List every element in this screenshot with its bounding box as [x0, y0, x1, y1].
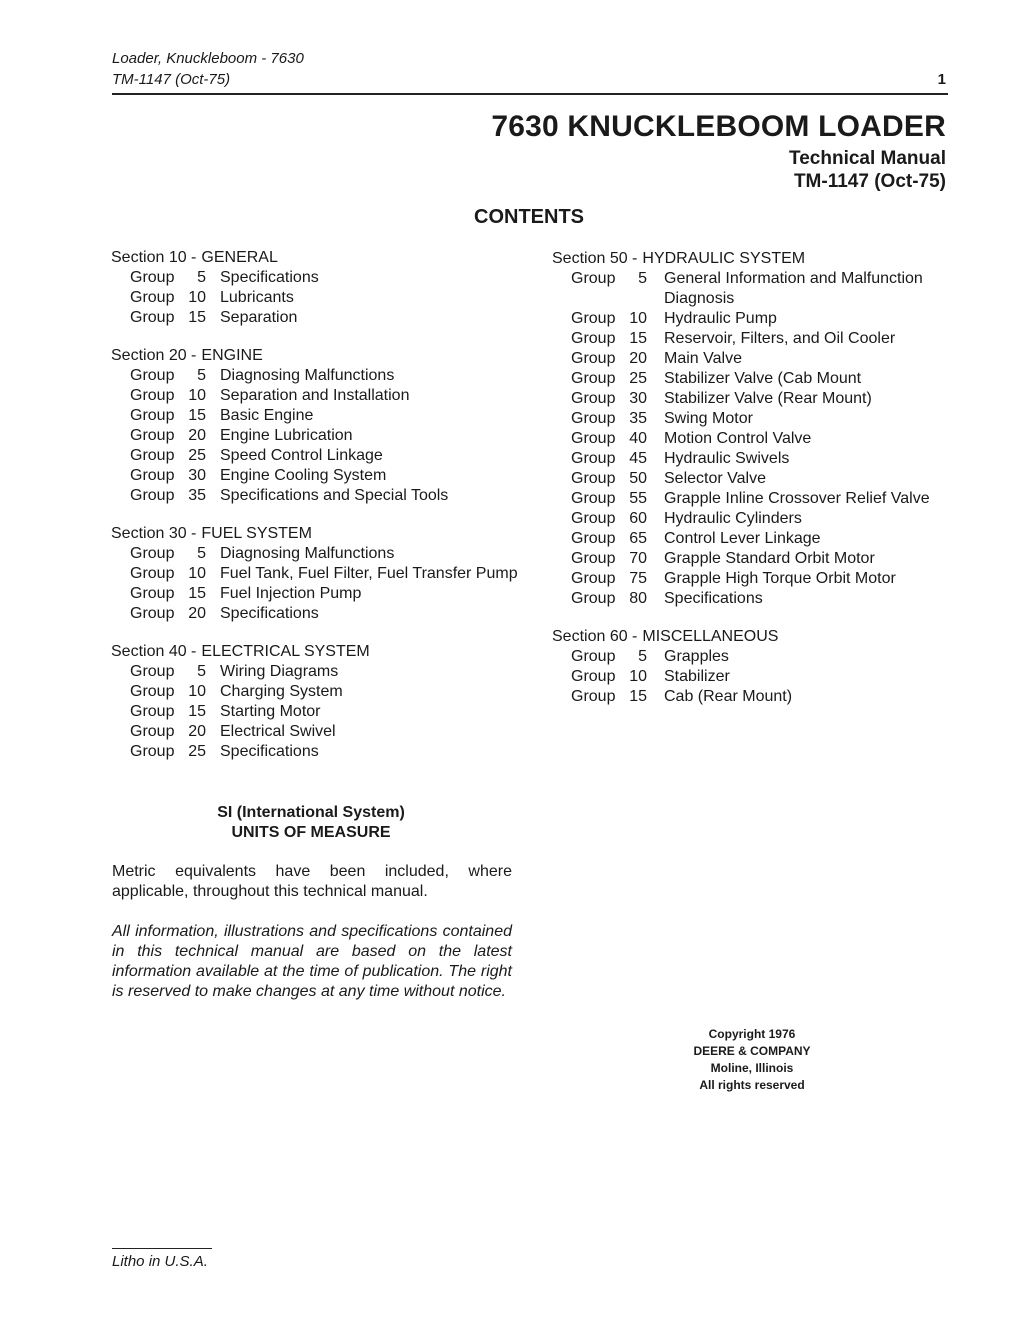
document-title: 7630 KNUCKLEBOOM LOADER: [491, 110, 946, 143]
toc-group-label: [130, 426, 220, 446]
toc-group-word: Group: [571, 688, 616, 705]
toc-section-heading: [111, 346, 521, 366]
si-heading-line1: SI (International System): [217, 804, 405, 821]
toc-group-title: Specifications and Special Tools: [220, 487, 449, 504]
toc-group-word: Group: [571, 350, 616, 367]
toc-group-row: [552, 509, 962, 529]
toc-group-word: Group: [130, 683, 175, 700]
toc-group-label: [571, 409, 664, 429]
toc-section-heading: [111, 642, 521, 662]
toc-group-label: [571, 509, 664, 529]
toc-group-label: [571, 667, 664, 687]
toc-group-row: [552, 667, 962, 687]
toc-group-title: Engine Cooling System: [220, 467, 387, 484]
toc-group-title: Stabilizer Valve (Rear Mount): [664, 390, 872, 407]
toc-group-title: General Information and Malfunction Diagnosis: [664, 270, 923, 307]
toc-section: [552, 627, 962, 707]
toc-group-label: [571, 349, 664, 369]
toc-group-number: 25: [188, 743, 206, 760]
toc-group-title: Specifications: [664, 590, 763, 607]
header-rule: [112, 93, 948, 95]
toc-group-row: [552, 309, 962, 329]
toc-group-number: 15: [188, 585, 206, 602]
toc-group-title: Grapple Inline Crossover Relief Valve: [664, 490, 930, 507]
toc-group-row: [552, 369, 962, 389]
copyright-rights: All rights reserved: [699, 1078, 805, 1092]
toc-group-title: Specifications: [220, 269, 319, 286]
toc-group-title: Basic Engine: [220, 407, 314, 424]
toc-section-title: MISCELLANEOUS: [642, 628, 779, 645]
toc-group-row: [111, 544, 521, 564]
toc-group-row: [111, 722, 521, 742]
toc-group-title: Swing Motor: [664, 410, 753, 427]
toc-group-number: 70: [629, 550, 647, 567]
toc-group-title: Electrical Swivel: [220, 723, 336, 740]
toc-group-row: [552, 469, 962, 489]
toc-group-row: [552, 569, 962, 589]
toc-group-title: Separation: [220, 309, 298, 326]
toc-group-row: [111, 604, 521, 624]
toc-group-word: Group: [130, 565, 175, 582]
toc-group-word: Group: [130, 467, 175, 484]
toc-group-label: [130, 662, 220, 682]
toc-group-number: 15: [629, 330, 647, 347]
toc-group-number: 75: [629, 570, 647, 587]
toc-group-title: Lubricants: [220, 289, 294, 306]
toc-group-row: [111, 288, 521, 308]
manual-label: Technical Manual: [789, 148, 946, 169]
toc-group-number: 5: [197, 269, 206, 286]
toc-group-word: Group: [571, 550, 616, 567]
toc-section-label: Section 20 -: [111, 347, 197, 364]
toc-group-label: [571, 529, 664, 549]
toc-section-label: Section 30 -: [111, 525, 197, 542]
toc-group-title: Speed Control Linkage: [220, 447, 383, 464]
toc-group-word: Group: [130, 289, 175, 306]
toc-group-title: Selector Valve: [664, 470, 766, 487]
toc-group-number: 25: [629, 370, 647, 387]
toc-group-number: 20: [188, 605, 206, 622]
toc-section-label: Section 10 -: [111, 249, 197, 266]
toc-group-title: Grapple Standard Orbit Motor: [664, 550, 875, 567]
toc-group-title: Hydraulic Swivels: [664, 450, 790, 467]
toc-group-word: Group: [130, 407, 175, 424]
toc-group-row: [111, 446, 521, 466]
toc-group-number: 10: [629, 668, 647, 685]
toc-section-title: HYDRAULIC SYSTEM: [642, 250, 806, 267]
toc-group-number: 10: [629, 310, 647, 327]
toc-group-word: Group: [130, 387, 175, 404]
footer-litho: Litho in U.S.A.: [112, 1253, 208, 1270]
toc-group-word: Group: [130, 367, 175, 384]
toc-group-word: Group: [130, 545, 175, 562]
toc-group-title: Separation and Installation: [220, 387, 410, 404]
running-header-title: Loader, Knuckleboom - 7630: [112, 50, 304, 67]
toc-section-heading: [111, 524, 521, 544]
toc-group-label: [571, 687, 664, 707]
toc-group-row: [111, 466, 521, 486]
toc-group-label: [571, 489, 664, 509]
toc-group-title: Hydraulic Cylinders: [664, 510, 802, 527]
toc-group-word: Group: [571, 590, 616, 607]
si-heading-line2: UNITS OF MEASURE: [231, 824, 391, 841]
toc-group-title: Starting Motor: [220, 703, 321, 720]
toc-group-number: 5: [638, 648, 647, 665]
toc-group-word: Group: [571, 430, 616, 447]
toc-group-label: [130, 446, 220, 466]
toc-group-number: 40: [629, 430, 647, 447]
toc-section-title: GENERAL: [201, 249, 278, 266]
toc-group-row: [552, 389, 962, 409]
toc-group-row: [552, 409, 962, 429]
toc-group-row: [552, 269, 962, 309]
toc-group-title: Specifications: [220, 605, 319, 622]
toc-group-row: [111, 702, 521, 722]
toc-group-label: [571, 549, 664, 569]
toc-group-word: Group: [571, 450, 616, 467]
toc-group-word: Group: [130, 447, 175, 464]
toc-group-word: Group: [130, 309, 175, 326]
toc-group-word: Group: [130, 663, 175, 680]
toc-group-row: [111, 386, 521, 406]
toc-left-column: [111, 248, 521, 780]
toc-group-title: Stabilizer Valve (Cab Mount: [664, 370, 862, 387]
manual-id: TM-1147 (Oct-75): [793, 171, 946, 192]
toc-group-number: 10: [188, 683, 206, 700]
toc-group-row: [111, 268, 521, 288]
toc-group-title: Charging System: [220, 683, 343, 700]
toc-right-column: [552, 249, 962, 725]
toc-group-title: Fuel Injection Pump: [220, 585, 362, 602]
toc-group-label: [571, 589, 664, 609]
toc-section-label: Section 40 -: [111, 643, 197, 660]
copyright-line: Copyright 1976: [708, 1027, 796, 1041]
toc-group-word: Group: [571, 490, 616, 507]
toc-group-number: 15: [188, 407, 206, 424]
toc-group-number: 30: [188, 467, 206, 484]
toc-group-word: Group: [130, 605, 175, 622]
running-header-manual-id: TM-1147 (Oct-75): [112, 71, 231, 88]
toc-group-row: [552, 529, 962, 549]
toc-group-word: Group: [571, 270, 616, 287]
toc-section-label: Section 50 -: [552, 250, 638, 267]
toc-group-word: Group: [130, 743, 175, 760]
toc-group-row: [111, 662, 521, 682]
toc-group-label: [130, 702, 220, 722]
toc-group-number: 50: [629, 470, 647, 487]
toc-group-title: Fuel Tank, Fuel Filter, Fuel Transfer Pump: [220, 565, 518, 582]
contents-heading: CONTENTS: [474, 206, 584, 228]
toc-group-number: 15: [188, 703, 206, 720]
toc-group-label: [130, 742, 220, 762]
toc-section: [111, 642, 521, 762]
toc-group-row: [552, 329, 962, 349]
footer-rule: [112, 1248, 212, 1249]
toc-group-word: Group: [571, 370, 616, 387]
toc-group-row: [111, 564, 521, 584]
toc-section: [111, 524, 521, 624]
toc-group-number: 10: [188, 289, 206, 306]
toc-group-row: [552, 349, 962, 369]
toc-section-title: ENGINE: [201, 347, 263, 364]
toc-group-number: 15: [629, 688, 647, 705]
toc-group-label: [571, 369, 664, 389]
toc-group-number: 25: [188, 447, 206, 464]
toc-group-number: 20: [629, 350, 647, 367]
toc-group-word: Group: [130, 585, 175, 602]
toc-group-title: Diagnosing Malfunctions: [220, 545, 395, 562]
toc-group-label: [571, 449, 664, 469]
toc-group-title: Reservoir, Filters, and Oil Cooler: [664, 330, 896, 347]
toc-group-word: Group: [130, 723, 175, 740]
toc-group-title: Wiring Diagrams: [220, 663, 339, 680]
toc-group-label: [571, 469, 664, 489]
toc-group-label: [130, 604, 220, 624]
toc-group-title: Stabilizer: [664, 668, 730, 685]
toc-group-number: 45: [629, 450, 647, 467]
toc-group-label: [571, 329, 664, 349]
toc-group-row: [111, 366, 521, 386]
toc-group-number: 80: [629, 590, 647, 607]
toc-section-heading: [552, 627, 962, 647]
toc-group-title: Motion Control Valve: [664, 430, 812, 447]
toc-group-row: [552, 589, 962, 609]
toc-section: [552, 249, 962, 609]
toc-group-row: [552, 549, 962, 569]
toc-group-word: Group: [571, 470, 616, 487]
toc-group-word: Group: [571, 410, 616, 427]
toc-group-label: [130, 366, 220, 386]
toc-group-label: [571, 569, 664, 589]
toc-group-label: [130, 288, 220, 308]
toc-group-row: [552, 489, 962, 509]
copyright-location: Moline, Illinois: [710, 1061, 794, 1075]
toc-group-number: 65: [629, 530, 647, 547]
toc-group-title: Cab (Rear Mount): [664, 688, 793, 705]
toc-group-number: 20: [188, 723, 206, 740]
toc-group-label: [130, 564, 220, 584]
toc-section-title: ELECTRICAL SYSTEM: [201, 643, 370, 660]
toc-section-heading: [111, 248, 521, 268]
toc-group-label: [571, 429, 664, 449]
toc-group-label: [130, 308, 220, 328]
toc-section-label: Section 60 -: [552, 628, 638, 645]
toc-group-title: Main Valve: [664, 350, 742, 367]
toc-group-word: Group: [571, 668, 616, 685]
copyright-block: [642, 1026, 862, 1094]
toc-group-number: 10: [188, 565, 206, 582]
toc-group-row: [552, 647, 962, 667]
toc-group-number: 5: [197, 367, 206, 384]
toc-group-row: [111, 308, 521, 328]
toc-group-label: [130, 386, 220, 406]
toc-group-title: Diagnosing Malfunctions: [220, 367, 395, 384]
toc-group-label: [130, 406, 220, 426]
copyright-company: DEERE & COMPANY: [693, 1044, 811, 1058]
toc-group-word: Group: [130, 269, 175, 286]
toc-group-word: Group: [571, 390, 616, 407]
toc-group-word: Group: [571, 310, 616, 327]
toc-group-row: [111, 742, 521, 762]
toc-group-label: [571, 647, 664, 667]
toc-group-word: Group: [130, 487, 175, 504]
toc-group-word: Group: [571, 570, 616, 587]
metric-note: Metric equivalents have been included, where applicable, throughout this technical manual.: [112, 863, 512, 900]
toc-group-number: 35: [188, 487, 206, 504]
toc-group-number: 30: [629, 390, 647, 407]
toc-group-row: [111, 406, 521, 426]
toc-group-title: Control Lever Linkage: [664, 530, 821, 547]
toc-group-row: [111, 682, 521, 702]
toc-group-label: [130, 268, 220, 288]
toc-group-row: [552, 449, 962, 469]
toc-group-word: Group: [130, 703, 175, 720]
toc-group-title: Grapples: [664, 648, 729, 665]
disclaimer-note: All information, illustrations and specifications contained in this technical manual are based on the latest information available at the time of publication. The right is reserved to make changes at any time without notice.: [112, 923, 512, 1000]
toc-group-row: [111, 584, 521, 604]
toc-section: [111, 248, 521, 328]
page-number: 1: [937, 71, 946, 88]
toc-group-label: [571, 269, 664, 289]
toc-group-word: Group: [571, 648, 616, 665]
toc-group-word: Group: [571, 330, 616, 347]
toc-group-title: Specifications: [220, 743, 319, 760]
toc-group-number: 15: [188, 309, 206, 326]
toc-group-label: [130, 722, 220, 742]
toc-group-title: Grapple High Torque Orbit Motor: [664, 570, 896, 587]
toc-group-word: Group: [571, 510, 616, 527]
toc-group-label: [130, 544, 220, 564]
toc-group-label: [130, 486, 220, 506]
si-heading: [112, 803, 510, 843]
toc-group-label: [571, 309, 664, 329]
toc-group-number: 55: [629, 490, 647, 507]
toc-group-row: [552, 429, 962, 449]
toc-group-number: 20: [188, 427, 206, 444]
toc-group-number: 5: [638, 270, 647, 287]
toc-group-label: [130, 584, 220, 604]
toc-group-title: Engine Lubrication: [220, 427, 353, 444]
toc-section-heading: [552, 249, 962, 269]
toc-group-label: [130, 682, 220, 702]
toc-group-number: 5: [197, 663, 206, 680]
toc-group-number: 10: [188, 387, 206, 404]
toc-group-row: [552, 687, 962, 707]
toc-group-word: Group: [130, 427, 175, 444]
toc-group-number: 35: [629, 410, 647, 427]
toc-group-word: Group: [571, 530, 616, 547]
toc-group-number: 5: [197, 545, 206, 562]
toc-group-label: [130, 466, 220, 486]
toc-group-label: [571, 389, 664, 409]
toc-group-number: 60: [629, 510, 647, 527]
toc-group-title: Hydraulic Pump: [664, 310, 777, 327]
toc-group-row: [111, 486, 521, 506]
toc-section: [111, 346, 521, 506]
toc-group-row: [111, 426, 521, 446]
toc-section-title: FUEL SYSTEM: [201, 525, 312, 542]
